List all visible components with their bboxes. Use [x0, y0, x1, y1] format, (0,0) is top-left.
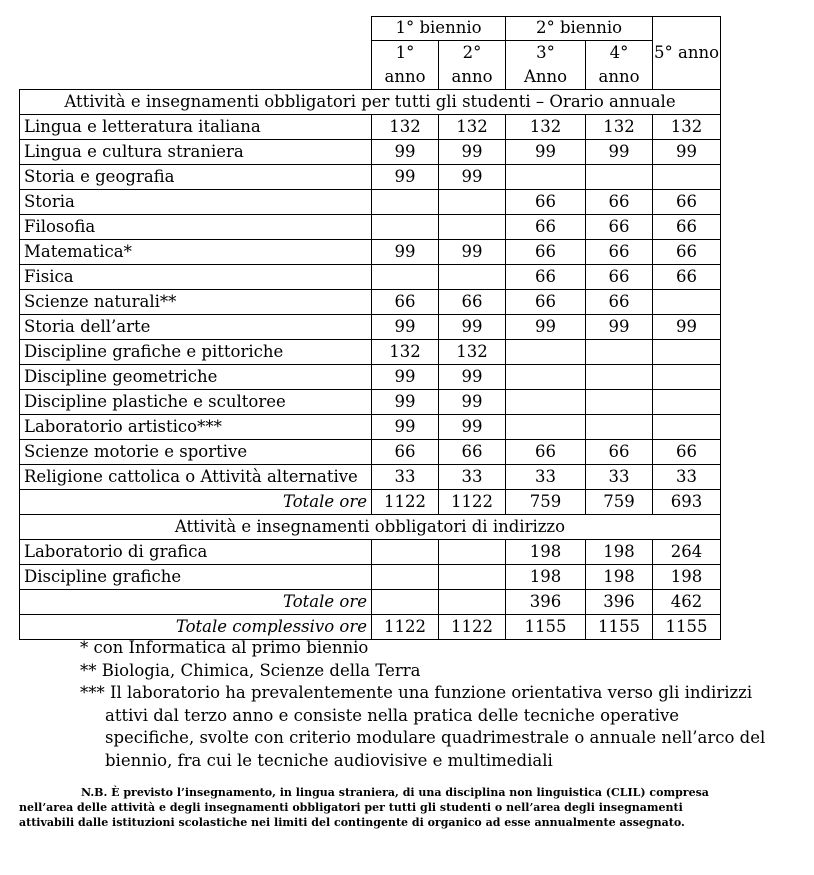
section-header-track	[20, 515, 721, 540]
table-row-value: 66	[372, 440, 439, 465]
table-row-value: 33	[506, 465, 586, 490]
table-row	[20, 140, 721, 165]
table-row	[20, 440, 721, 465]
table-row-value	[439, 540, 506, 565]
table-row-value: 33	[653, 465, 721, 490]
table-row-label: Fisica	[20, 265, 372, 290]
header-first-biennium: 1° biennio	[372, 17, 506, 41]
table-row-value: 99	[439, 415, 506, 440]
table-row-value: 99	[653, 315, 721, 340]
table-row-value: 132	[372, 115, 439, 140]
total-row	[20, 490, 721, 515]
table-row	[20, 240, 721, 265]
table-row-value	[653, 290, 721, 315]
table-row-value: 66	[506, 240, 586, 265]
table-row-value	[653, 340, 721, 365]
header-year-4: 4° anno	[586, 41, 653, 90]
table-row-value: 132	[506, 115, 586, 140]
total-row-label: Totale ore	[20, 490, 372, 515]
table-row-value	[439, 565, 506, 590]
table-row-value: 33	[586, 465, 653, 490]
table-row-value: 264	[653, 540, 721, 565]
nb-note	[19, 785, 799, 830]
header-year-2: 2° anno	[439, 41, 506, 90]
table-row	[20, 540, 721, 565]
footnote-3: *** Il laboratorio ha prevalentemente una funzione orientativa verso gli indirizzi	[80, 683, 753, 702]
table-row-value: 99	[372, 165, 439, 190]
table-row-value: 66	[586, 240, 653, 265]
table-row-value: 99	[439, 315, 506, 340]
table-row-value: 99	[372, 365, 439, 390]
total-row-value: 396	[586, 590, 653, 615]
total-row-value: 759	[506, 490, 586, 515]
table-row-value	[506, 165, 586, 190]
header-year-3: 3° Anno	[506, 41, 586, 90]
table-row-value: 66	[506, 440, 586, 465]
table-row-value: 66	[586, 190, 653, 215]
table-row-value: 99	[372, 415, 439, 440]
table-row-value: 66	[439, 290, 506, 315]
table-row-label: Discipline geometriche	[20, 365, 372, 390]
grand-total-row-label: Totale complessivo ore	[20, 615, 372, 640]
table-row	[20, 415, 721, 440]
table-row-value: 66	[653, 215, 721, 240]
footnote-1: * con Informatica al primo biennio	[80, 638, 369, 657]
footnote-2: ** Biologia, Chimica, Scienze della Terra	[80, 660, 421, 680]
table-row-value: 33	[439, 465, 506, 490]
table-row-value: 66	[653, 265, 721, 290]
table-row-value	[372, 215, 439, 240]
table-row-value: 99	[586, 315, 653, 340]
table-row-label: Storia	[20, 190, 372, 215]
total-row-value	[439, 590, 506, 615]
table-row-value: 198	[653, 565, 721, 590]
table-row-value: 66	[586, 265, 653, 290]
table-row-value: 99	[439, 390, 506, 415]
table-row-value: 99	[506, 315, 586, 340]
table-row-value	[653, 415, 721, 440]
grand-total-row-value: 1155	[653, 615, 721, 640]
nb-line-3: attivabili dalle istituzioni scolastiche nei limiti del contingente di organico ad esse annualmente assegnato.	[19, 816, 685, 829]
table-row	[20, 340, 721, 365]
total-row-value: 693	[653, 490, 721, 515]
table-row-value	[372, 565, 439, 590]
table-row	[20, 115, 721, 140]
table-row-value: 99	[439, 365, 506, 390]
table-row-value	[586, 165, 653, 190]
table-row-value: 99	[586, 140, 653, 165]
table-row-value	[372, 265, 439, 290]
table-row-value: 132	[586, 115, 653, 140]
table-row-value: 66	[653, 440, 721, 465]
table-row-value: 66	[653, 190, 721, 215]
total-row-value: 1122	[372, 490, 439, 515]
table-row-value	[653, 165, 721, 190]
section-header-common-title: Attività e insegnamenti obbligatori per tutti gli studenti – Orario annuale	[20, 90, 721, 115]
table-row-label: Matematica*	[20, 240, 372, 265]
table-row-label: Scienze naturali**	[20, 290, 372, 315]
table-row-label: Laboratorio artistico***	[20, 415, 372, 440]
total-row-value: 1122	[439, 490, 506, 515]
table-row	[20, 290, 721, 315]
table-row-value	[586, 365, 653, 390]
table-row	[20, 265, 721, 290]
table-row-value	[372, 190, 439, 215]
table-row	[20, 215, 721, 240]
total-row-label: Totale ore	[20, 590, 372, 615]
table-row-value	[506, 365, 586, 390]
header-year-5: 5° anno	[653, 17, 721, 90]
table-row-value: 99	[439, 240, 506, 265]
footnotes	[80, 637, 780, 772]
nb-line-2: nell’area delle attività e degli insegnamenti obbligatori per tutti gli studenti o nell’area degli insegnamenti	[19, 801, 683, 814]
table-row-value: 66	[653, 240, 721, 265]
table-row-value: 198	[506, 540, 586, 565]
header-year-1: 1° anno	[372, 41, 439, 90]
header-second-biennium: 2° biennio	[506, 17, 653, 41]
table-row-value: 66	[506, 190, 586, 215]
table-row	[20, 365, 721, 390]
footnote-3-line-4: biennio, fra cui le tecniche audiovisive e multimediali	[105, 750, 553, 770]
table-row	[20, 315, 721, 340]
table-row-value: 99	[372, 390, 439, 415]
table-row-value	[586, 390, 653, 415]
table-row-value: 198	[586, 540, 653, 565]
table-row-label: Discipline grafiche	[20, 565, 372, 590]
table-row-value: 66	[586, 440, 653, 465]
table-row-value: 66	[586, 290, 653, 315]
section-header-common	[20, 90, 721, 115]
table-row	[20, 190, 721, 215]
table-row-value	[653, 365, 721, 390]
table-row-value	[586, 415, 653, 440]
table-row-label: Storia e geografia	[20, 165, 372, 190]
table-row-value: 99	[506, 140, 586, 165]
total-row-value: 759	[586, 490, 653, 515]
table-row-value	[653, 390, 721, 415]
table-row-value: 66	[506, 290, 586, 315]
grand-total-row-value: 1155	[506, 615, 586, 640]
table-row-value: 99	[372, 140, 439, 165]
table-row-value: 66	[372, 290, 439, 315]
table-row-value	[439, 215, 506, 240]
table-row-value: 198	[506, 565, 586, 590]
table-row-value: 66	[439, 440, 506, 465]
table-row-value	[506, 390, 586, 415]
table-row-value: 132	[653, 115, 721, 140]
table-row-value	[439, 190, 506, 215]
table-row-value	[506, 340, 586, 365]
table-row-label: Religione cattolica o Attività alternative	[20, 465, 372, 490]
table-row-value: 66	[586, 215, 653, 240]
grand-total-row-value: 1155	[586, 615, 653, 640]
table-row-value: 99	[372, 240, 439, 265]
table-row-label: Storia dell’arte	[20, 315, 372, 340]
grand-total-row	[20, 615, 721, 640]
table-row-value: 33	[372, 465, 439, 490]
table-row-value: 99	[653, 140, 721, 165]
grand-total-row-value: 1122	[439, 615, 506, 640]
table-row-value	[586, 340, 653, 365]
table-row-value: 99	[439, 140, 506, 165]
total-row-value: 462	[653, 590, 721, 615]
table-row	[20, 565, 721, 590]
table-row-label: Discipline grafiche e pittoriche	[20, 340, 372, 365]
table-row-value: 99	[372, 315, 439, 340]
table-row	[20, 165, 721, 190]
table-row-label: Discipline plastiche e scultoree	[20, 390, 372, 415]
curriculum-table	[19, 16, 721, 640]
table-row-value: 132	[439, 340, 506, 365]
total-row	[20, 590, 721, 615]
table-row-value: 198	[586, 565, 653, 590]
table-row-value: 66	[506, 265, 586, 290]
table-row-value: 99	[439, 165, 506, 190]
footnote-3-line-3: specifiche, svolte con criterio modulare quadrimestrale o annuale nell’arco del	[105, 728, 766, 747]
table-row-label: Filosofia	[20, 215, 372, 240]
header-empty-cell	[20, 17, 372, 90]
table-row-value	[439, 265, 506, 290]
table-row-value	[506, 415, 586, 440]
table-row-value	[372, 540, 439, 565]
total-row-value	[372, 590, 439, 615]
table-row-label: Scienze motorie e sportive	[20, 440, 372, 465]
section-header-track-title: Attività e insegnamenti obbligatori di indirizzo	[20, 515, 721, 540]
table-row-value: 66	[506, 215, 586, 240]
table-row-label: Laboratorio di grafica	[20, 540, 372, 565]
grand-total-row-value: 1122	[372, 615, 439, 640]
table-row-value: 132	[439, 115, 506, 140]
table-row-label: Lingua e cultura straniera	[20, 140, 372, 165]
total-row-value: 396	[506, 590, 586, 615]
table-row-value: 132	[372, 340, 439, 365]
footnote-3-line-2: attivi dal terzo anno e consiste nella pratica delle tecniche operative	[105, 705, 680, 725]
table-row	[20, 465, 721, 490]
table-row	[20, 390, 721, 415]
nb-line-1: N.B. È previsto l’insegnamento, in lingua straniera, di una disciplina non linguistica (CLIL) compresa	[81, 786, 709, 799]
table-row-label: Lingua e letteratura italiana	[20, 115, 372, 140]
